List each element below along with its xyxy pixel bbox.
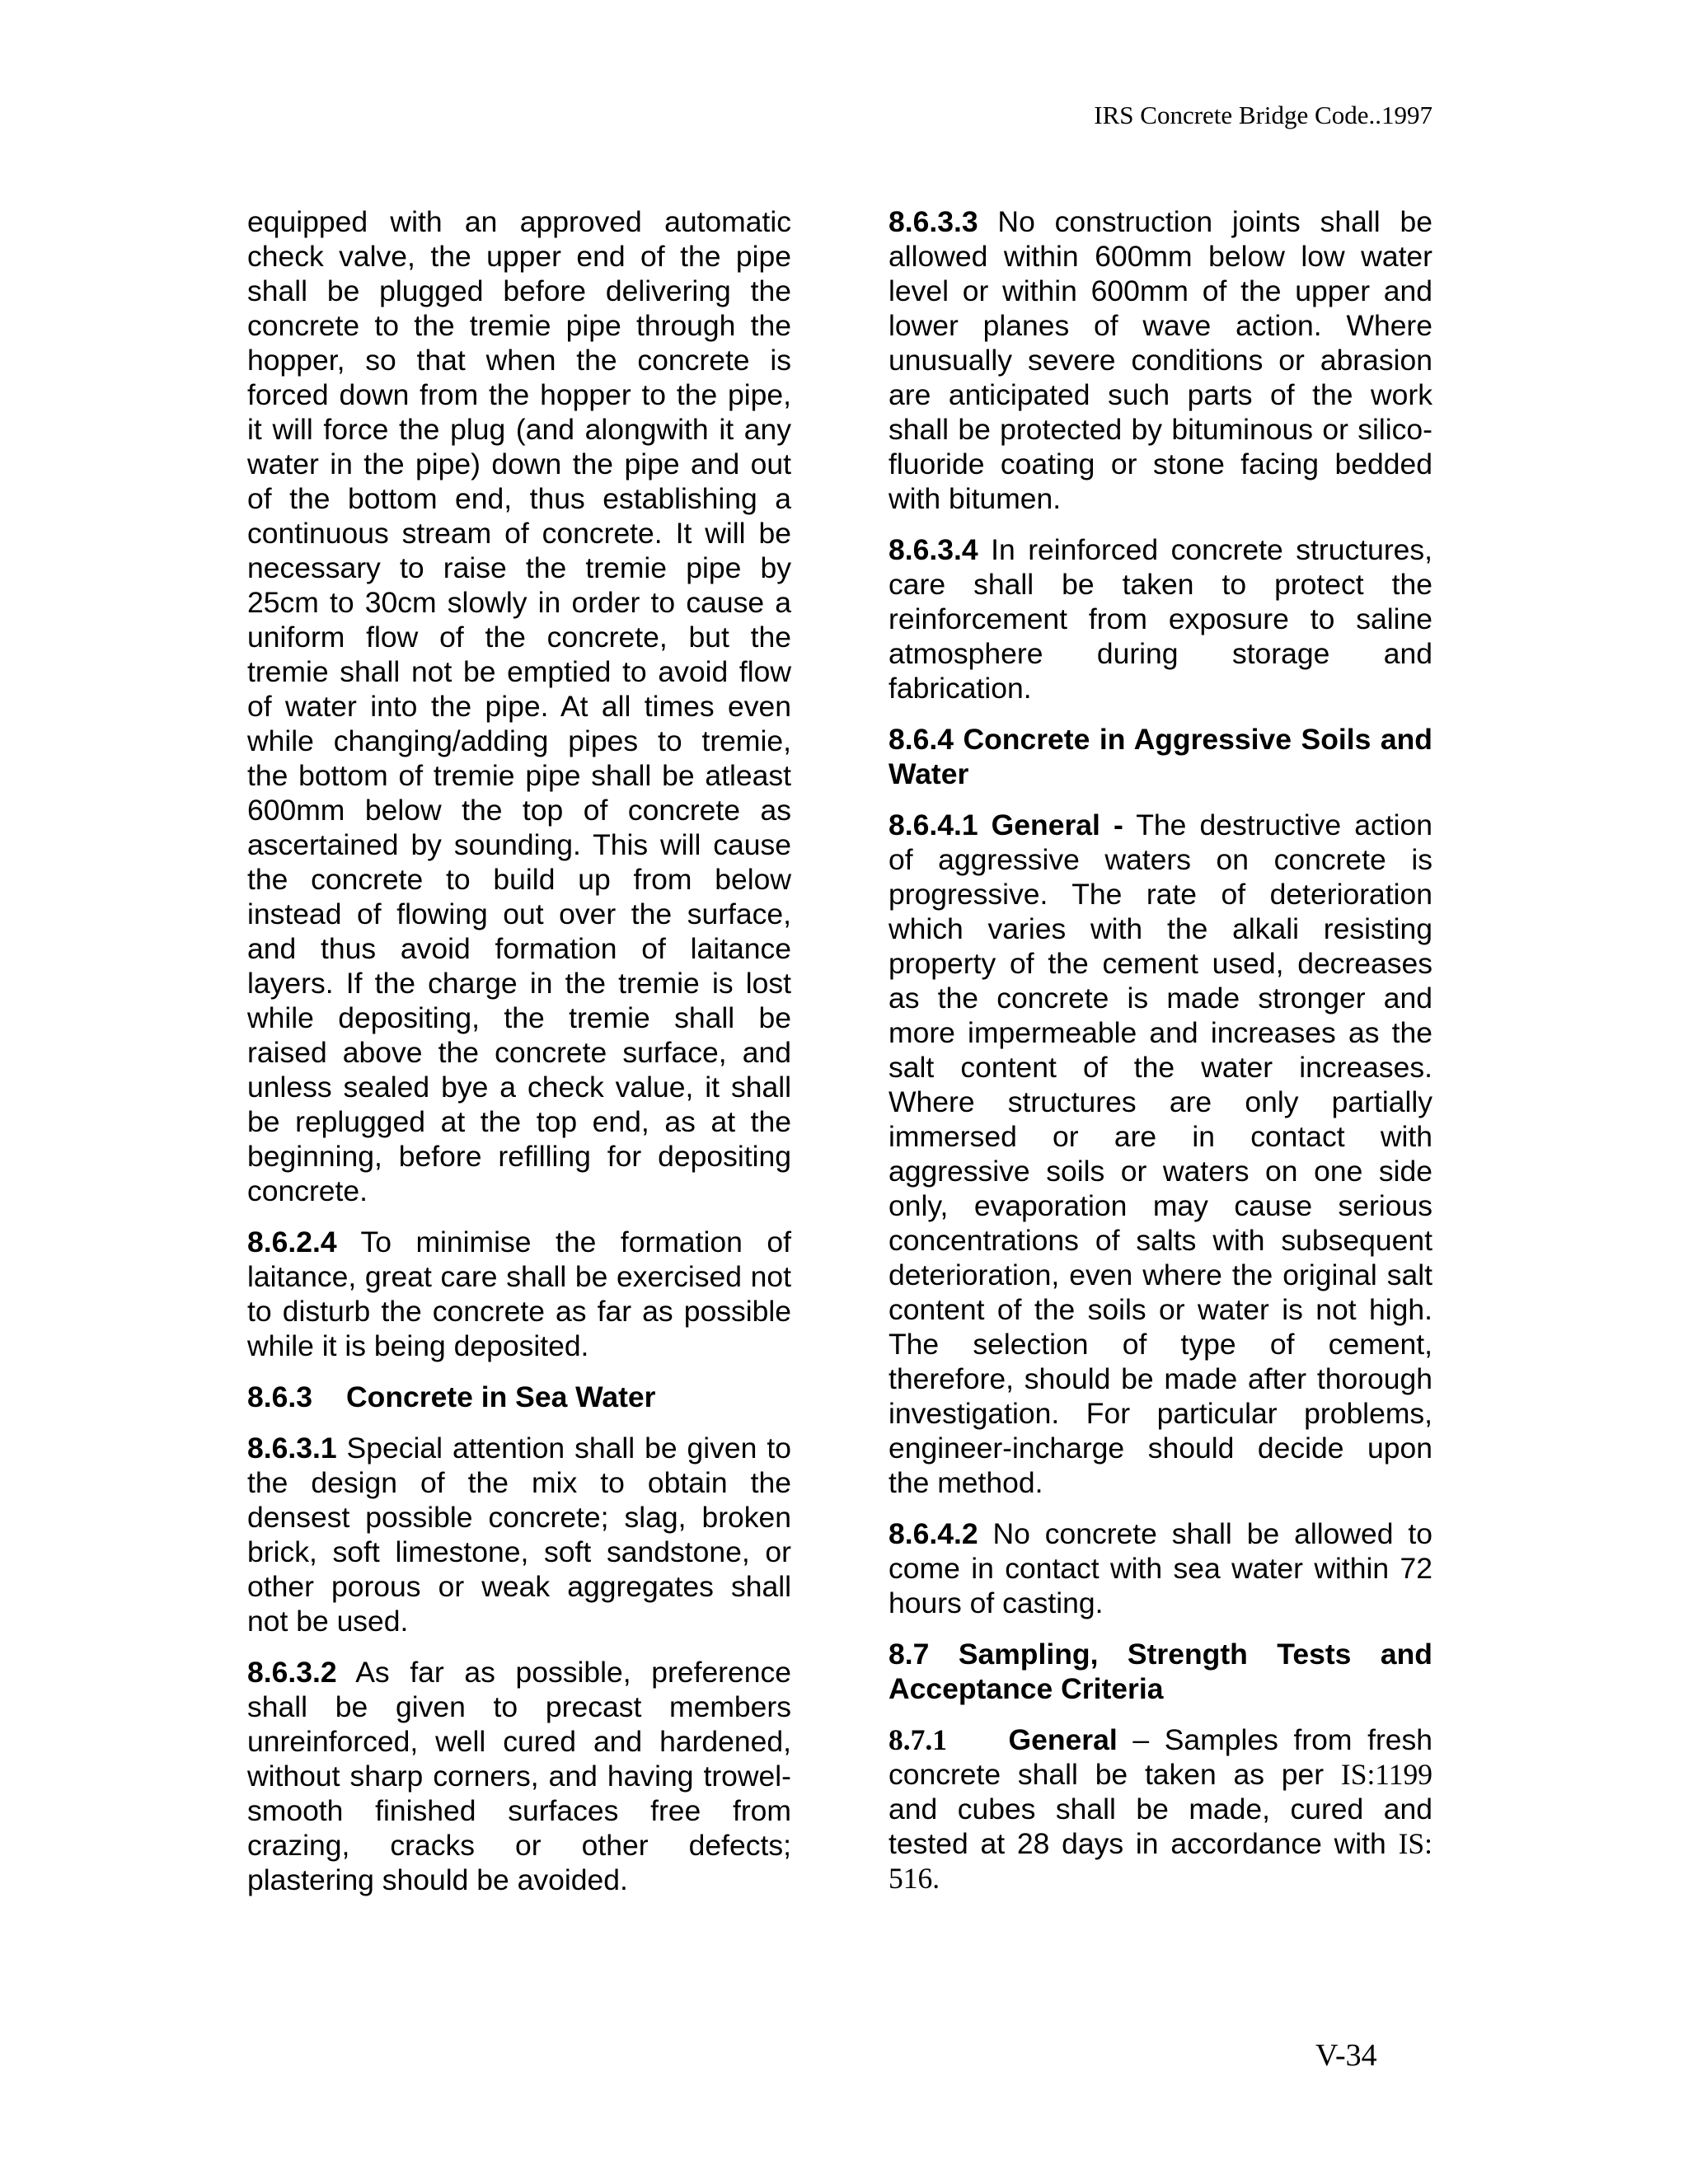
clause-text: and cubes shall be made, cured and tested at 28 days in accordance with xyxy=(889,1793,1432,1860)
clause-number: 8.6.3.1 xyxy=(247,1432,337,1465)
clause-8-6-4-2 xyxy=(889,1516,1432,1620)
section-heading-8-6-3 xyxy=(247,1380,791,1414)
standard-reference: IS: 516. xyxy=(889,1827,1432,1895)
clause-text: In reinforced concrete structures, care shall be taken to protect the reinforcement from exposure to saline atmosphere during storage and fabrication. xyxy=(889,533,1432,705)
continued-paragraph: equipped with an approved automatic check valve, the upper end of the pipe shall be plugged before delivering the concrete to the tremie pipe through the hopper, so that when the concrete is forced down from the hopper to the pipe, it will force the plug (and alongwith it any water in the pipe) down the pipe and out of the bottom end, thus establishing a continuous stream of concrete. It will be necessary to raise the tremie pipe by 25cm to 30cm slowly in order to cause a uniform flow of the concrete, but the tremie shall not be emptied to avoid flow of water into the pipe. At all times even while changing/adding pipes to tremie, the bottom of tremie pipe shall be atleast 600mm below the top of concrete as ascertained by sounding. This will cause the concrete to build up from below instead of flowing out over the surface, and thus avoid formation of laitance layers. If the charge in the tremie is lost while depositing, the tremie shall be raised above the concrete surface, and unless sealed bye a check value, it shall be replugged at the top end, as at the beginning, before refilling for depositing concrete. xyxy=(247,205,791,1207)
running-header: IRS Concrete Bridge Code..1997 xyxy=(1094,101,1432,129)
clause-text: To minimise the formation of laitance, great care shall be exercised not to disturb the concrete as far as possible while it is being deposited. xyxy=(247,1226,791,1362)
clause-8-6-3-1 xyxy=(247,1431,791,1638)
clause-label: General xyxy=(1008,1723,1118,1756)
clause-text: As far as possible, preference shall be given to precast members unreinforced, well cured and hardened, without sharp corners, and having trowel-smooth finished surfaces free from crazing, cracks or other defects; plastering should be avoided. xyxy=(247,1656,791,1896)
clause-number: 8.6.3.4 xyxy=(889,533,978,566)
clause-text: Special attention shall be given to the design of the mix to obtain the densest possible concrete; slag, broken brick, soft limestone, soft sandstone, or other porous or weak aggregates shall not be used. xyxy=(247,1432,791,1638)
clause-number: 8.6.3.2 xyxy=(247,1656,337,1689)
section-heading-8-6-4: 8.6.4 Concrete in Aggressive Soils and Water xyxy=(889,723,1432,790)
clause-8-6-2-4 xyxy=(247,1225,791,1363)
clause-number: 8.6.4.2 xyxy=(889,1517,978,1550)
section-number: 8.6.3 xyxy=(247,1380,312,1413)
clause-text: The destructive action of aggressive waters on concrete is progressive. The rate of deterioration which varies with the alkali resisting property of the cement used, decreases as the concrete is made stronger and more impermeable and increases as the salt content of the water increases. Where structures are only partially immersed or are in contact with aggressive soils or waters on one side only, evaporation may cause serious concentrations of salts with subsequent deterioration, even where the original salt content of the soils or water is not high. The selection of type of cement, therefore, should be made after thorough investigation. For particular problems, engineer-incharge should decide upon the method. xyxy=(889,808,1432,1499)
standard-reference: IS:1199 xyxy=(1340,1758,1432,1791)
section-title: Concrete in Sea Water xyxy=(346,1380,656,1413)
clause-8-6-4-1 xyxy=(889,808,1432,1500)
clause-8-7-1 xyxy=(889,1722,1432,1896)
clause-8-6-3-4 xyxy=(889,532,1432,705)
left-column xyxy=(247,204,791,1897)
clause-number: 8.7.1 xyxy=(889,1723,947,1756)
clause-number: 8.6.4.1 General - xyxy=(889,808,1123,841)
section-heading-8-7: 8.7 Sampling, Strength Tests and Acceptance Criteria xyxy=(889,1638,1432,1705)
clause-8-6-3-3 xyxy=(889,204,1432,516)
right-column xyxy=(889,204,1432,1896)
page-number: V-34 xyxy=(1315,2038,1377,2073)
clause-number: 8.6.2.4 xyxy=(247,1226,337,1258)
clause-text: No construction joints shall be allowed within 600mm below low water level or within 600mm of the upper and lower planes of wave action. Where unusually severe conditions or abrasion are anticipated such parts of the work shall be protected by bituminous or silico-fluoride coating or stone facing bedded with bitumen. xyxy=(889,205,1432,515)
clause-text: No concrete shall be allowed to come in contact with sea water within 72 hours of casting. xyxy=(889,1517,1432,1619)
clause-8-6-3-2 xyxy=(247,1655,791,1897)
clause-number: 8.6.3.3 xyxy=(889,205,978,238)
clause-text: – Samples from fresh concrete shall be taken as per xyxy=(889,1723,1432,1791)
